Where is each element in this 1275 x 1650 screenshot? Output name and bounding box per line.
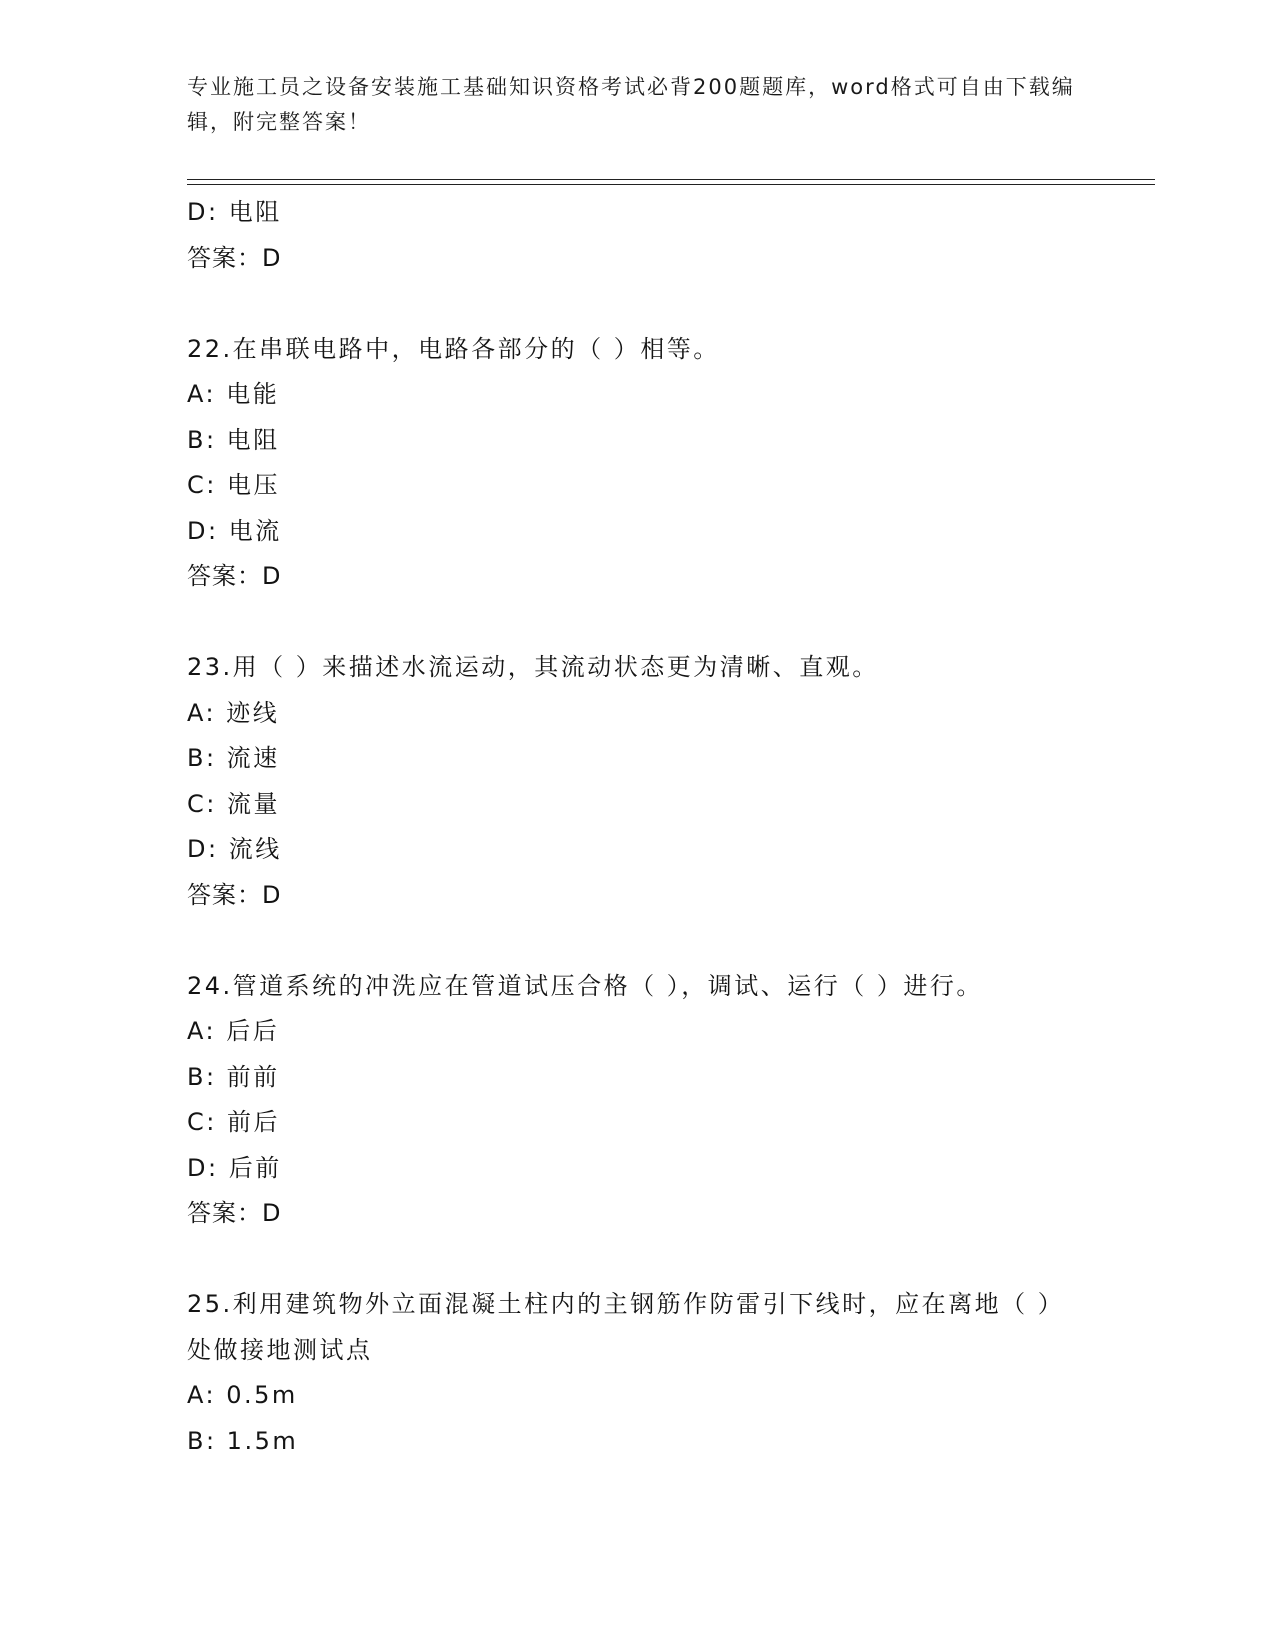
spacer	[187, 918, 1147, 964]
option-b: B: 前前	[187, 1062, 280, 1091]
answer-line: 答案：D	[187, 243, 282, 272]
option-a: A: 电能	[187, 380, 280, 408]
answer-line: 答案：D	[187, 880, 282, 909]
option-b: B: 1.5m	[187, 1426, 299, 1455]
question-23	[187, 645, 1147, 918]
header-divider-top	[187, 179, 1155, 180]
question-24	[187, 964, 1147, 1237]
spacer	[187, 600, 1147, 646]
question-21-tail	[187, 190, 1147, 281]
option-a: A: 0.5m	[187, 1381, 298, 1409]
answer-line: 答案：D	[187, 562, 282, 590]
question-stem: 25.利用建筑物外立面混凝土柱内的主钢筋作防雷引下线时，应在离地（ ）处做接地测试点	[187, 1290, 1053, 1364]
option-c: C: 前后	[187, 1108, 280, 1136]
document-header: 专业施工员之设备安装施工基础知识资格考试必背200题题库，word格式可自由下载编辑，附完整答案！	[187, 75, 1075, 134]
option-c: C: 电压	[187, 471, 280, 499]
question-list	[187, 190, 1147, 1464]
option-a: A: 迹线	[187, 698, 280, 727]
spacer	[187, 281, 1147, 327]
spacer	[187, 1237, 1147, 1283]
option-b: B: 流速	[187, 744, 280, 772]
option-c: C: 流量	[187, 789, 280, 818]
header-divider-bottom	[187, 184, 1155, 185]
option-b: B: 电阻	[187, 425, 280, 454]
answer-line: 答案：D	[187, 1199, 282, 1227]
question-22	[187, 327, 1147, 600]
option-d: D: 电阻	[187, 198, 282, 226]
question-stem: 23.用（ ）来描述水流运动，其流动状态更为清晰、直观。	[187, 653, 879, 681]
question-stem: 24.管道系统的冲洗应在管道试压合格（ ），调试、运行（ ）进行。	[187, 971, 983, 1000]
option-d: D: 电流	[187, 516, 282, 545]
question-stem: 22.在串联电路中，电路各部分的（ ）相等。	[187, 334, 720, 363]
question-25	[187, 1282, 1147, 1464]
option-a: A: 后后	[187, 1017, 280, 1045]
option-d: D: 后前	[187, 1153, 282, 1182]
option-d: D: 流线	[187, 835, 282, 863]
